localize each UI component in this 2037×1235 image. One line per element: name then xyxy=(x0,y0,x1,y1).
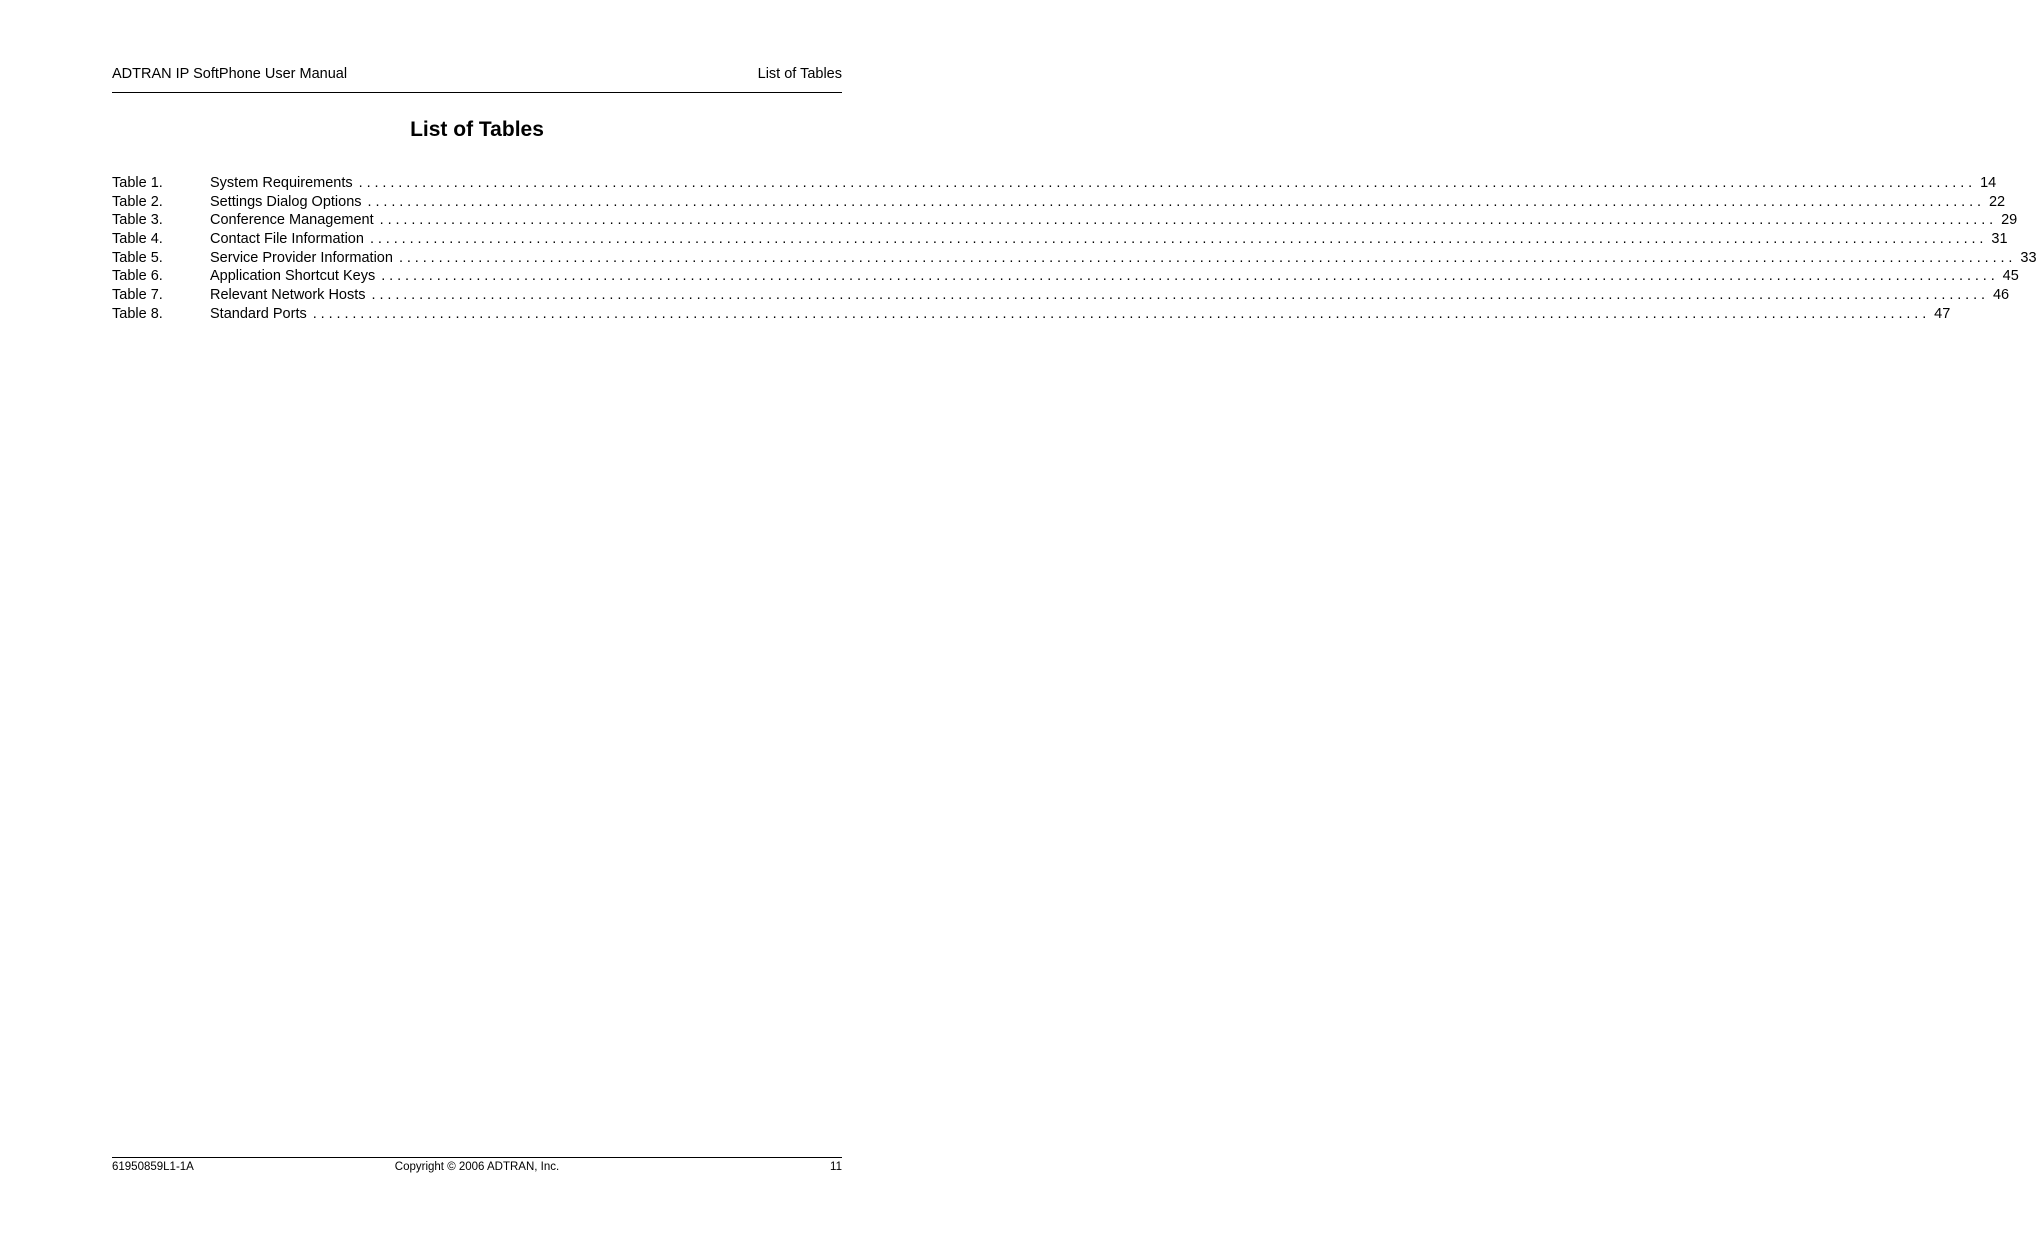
footer-page-number: 11 xyxy=(830,1161,842,1173)
toc-label: Table 5. xyxy=(112,249,163,266)
toc-label: Table 4. xyxy=(112,231,163,248)
page-title: List of Tables xyxy=(410,118,544,141)
header-document-title: ADTRAN IP SoftPhone User Manual xyxy=(112,66,348,82)
toc-page-number[interactable]: 31 xyxy=(1991,231,2008,248)
toc-label: Table 6. xyxy=(112,268,163,285)
toc-dot-leader: ............................................................................................................................................................................................................ xyxy=(379,212,1998,229)
toc-title[interactable]: Service Provider Information xyxy=(210,249,393,266)
toc-row-table-1[interactable] xyxy=(112,174,1997,193)
toc-page-number[interactable]: 33 xyxy=(2020,249,2037,266)
toc-dot-leader: ............................................................................................................................................................................................................ xyxy=(369,231,1988,248)
toc-title[interactable]: Application Shortcut Keys xyxy=(210,268,376,285)
toc-title[interactable]: Settings Dialog Options xyxy=(210,193,362,210)
toc-row-table-4[interactable] xyxy=(112,230,2008,249)
toc-page-number[interactable]: 47 xyxy=(1934,305,1951,322)
toc-title[interactable]: Contact File Information xyxy=(210,231,364,248)
footer-copyright: Copyright © 2006 ADTRAN, Inc. xyxy=(394,1161,560,1173)
page-footer xyxy=(112,1157,842,1178)
footer-document-number: 61950859L1-1A xyxy=(112,1161,194,1173)
toc-row-table-3[interactable] xyxy=(112,211,2018,230)
toc-dot-leader: ............................................................................................................................................................................................................ xyxy=(312,305,1931,322)
toc-row-table-5[interactable] xyxy=(112,249,2037,268)
toc-title[interactable]: Relevant Network Hosts xyxy=(210,287,366,304)
toc-dot-leader: ............................................................................................................................................................................................................ xyxy=(367,193,1985,210)
toc-dot-leader: ............................................................................................................................................................................................................ xyxy=(371,287,1989,304)
toc-title[interactable]: Conference Management xyxy=(210,212,374,229)
toc-dot-leader: ............................................................................................................................................................................................................ xyxy=(381,268,1999,285)
toc-page-number[interactable]: 45 xyxy=(2002,268,2019,285)
toc-label: Table 1. xyxy=(112,175,163,191)
toc-row-table-7[interactable] xyxy=(112,286,2010,305)
toc-label: Table 2. xyxy=(112,193,163,210)
toc-row-table-8[interactable] xyxy=(112,305,1951,324)
toc-dot-leader: ............................................................................................................................................................................................................ xyxy=(398,249,2017,266)
toc-label: Table 3. xyxy=(112,212,163,229)
toc-dot-leader: ............................................................................................................................................................................................................ xyxy=(358,175,1977,191)
toc-label: Table 8. xyxy=(112,305,163,322)
toc-page-number[interactable]: 22 xyxy=(1988,193,2006,210)
list-of-tables xyxy=(112,174,2037,324)
toc-page-number[interactable]: 46 xyxy=(1992,287,2010,304)
page-header xyxy=(112,64,842,93)
header-section-title: List of Tables xyxy=(757,66,842,82)
toc-page-number[interactable]: 29 xyxy=(2001,212,2018,229)
toc-label: Table 7. xyxy=(112,287,163,304)
toc-row-table-2[interactable] xyxy=(112,193,2006,212)
toc-title[interactable]: Standard Ports xyxy=(210,305,307,322)
toc-page-number[interactable]: 14 xyxy=(1980,175,1997,191)
toc-title[interactable]: System Requirements xyxy=(210,175,353,191)
toc-row-table-6[interactable] xyxy=(112,267,2019,286)
